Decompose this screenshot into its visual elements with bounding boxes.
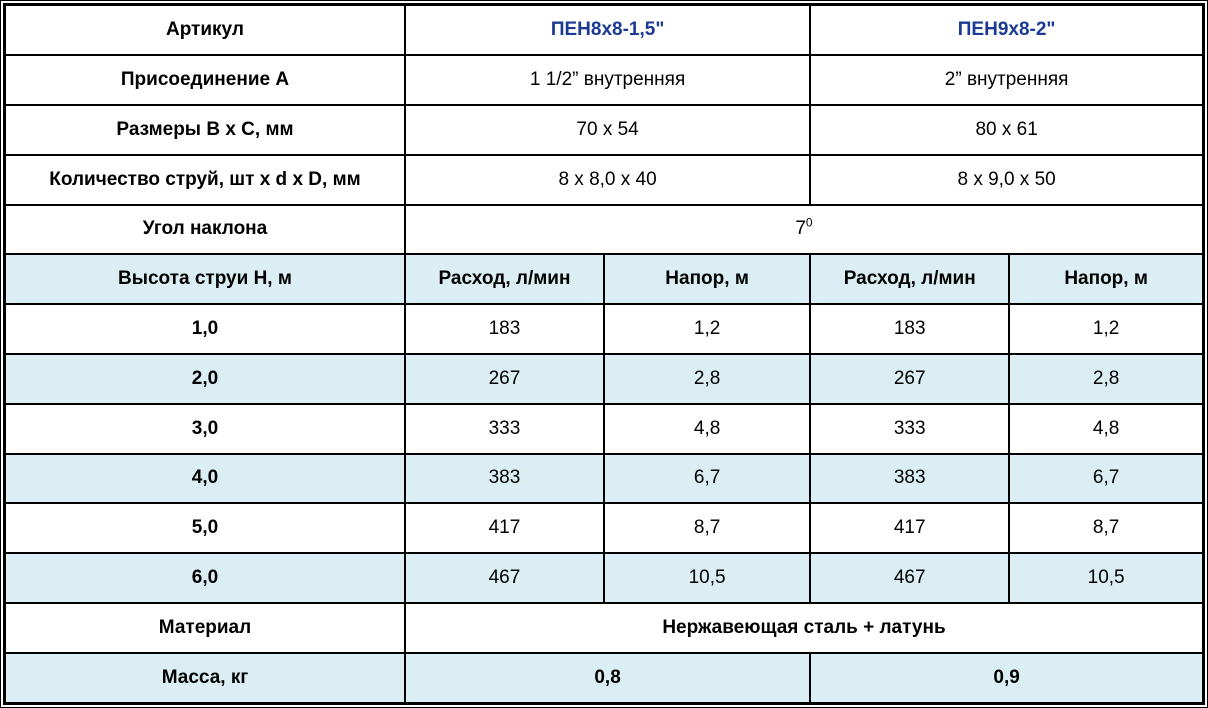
perf-header-flow-1: Расход, л/мин <box>405 254 604 304</box>
connection-label: Присоединение А <box>5 55 405 105</box>
pressure-cell: 4,8 <box>604 404 810 454</box>
row-dimensions <box>5 105 1204 155</box>
pressure-cell: 6,7 <box>1009 454 1203 504</box>
perf-header-pressure-1: Напор, м <box>604 254 810 304</box>
jets-label: Количество струй, шт x d x D, мм <box>5 155 405 205</box>
pressure-cell: 8,7 <box>1009 503 1203 553</box>
pressure-cell: 10,5 <box>1009 553 1203 603</box>
angle-number: 7 <box>795 218 806 240</box>
row-article <box>5 5 1204 56</box>
mass-value-2: 0,9 <box>810 653 1203 704</box>
flow-cell: 467 <box>810 553 1009 603</box>
flow-cell: 417 <box>405 503 604 553</box>
article-value-2: ПЕН9х8-2" <box>810 5 1203 56</box>
height-cell: 1,0 <box>5 304 405 354</box>
pressure-cell: 2,8 <box>1009 354 1203 404</box>
pressure-cell: 1,2 <box>604 304 810 354</box>
perf-row-2 <box>5 354 1204 404</box>
dimensions-label: Размеры B x C, мм <box>5 105 405 155</box>
perf-row-6 <box>5 553 1204 603</box>
height-cell: 2,0 <box>5 354 405 404</box>
perf-header-height: Высота струи H, м <box>5 254 405 304</box>
flow-cell: 183 <box>810 304 1009 354</box>
row-material <box>5 603 1204 653</box>
perf-header-flow-2: Расход, л/мин <box>810 254 1009 304</box>
height-cell: 5,0 <box>5 503 405 553</box>
flow-cell: 183 <box>405 304 604 354</box>
pressure-cell: 10,5 <box>604 553 810 603</box>
flow-cell: 267 <box>810 354 1009 404</box>
perf-row-4 <box>5 454 1204 504</box>
height-cell: 6,0 <box>5 553 405 603</box>
pressure-cell: 1,2 <box>1009 304 1203 354</box>
dimensions-value-1: 70 x 54 <box>405 105 810 155</box>
row-mass <box>5 653 1204 704</box>
row-jets <box>5 155 1204 205</box>
flow-cell: 383 <box>405 454 604 504</box>
material-label: Материал <box>5 603 405 653</box>
flow-cell: 383 <box>810 454 1009 504</box>
pressure-cell: 4,8 <box>1009 404 1203 454</box>
perf-row-5 <box>5 503 1204 553</box>
connection-value-1: 1 1/2” внутренняя <box>405 55 810 105</box>
jets-value-1: 8 x 8,0 x 40 <box>405 155 810 205</box>
height-cell: 4,0 <box>5 454 405 504</box>
height-cell: 3,0 <box>5 404 405 454</box>
dimensions-value-2: 80 x 61 <box>810 105 1203 155</box>
material-value: Нержавеющая сталь + латунь <box>405 603 1204 653</box>
angle-label: Угол наклона <box>5 205 405 255</box>
article-label: Артикул <box>5 5 405 56</box>
perf-header-pressure-2: Напор, м <box>1009 254 1203 304</box>
pressure-cell: 2,8 <box>604 354 810 404</box>
connection-value-2: 2” внутренняя <box>810 55 1203 105</box>
mass-value-1: 0,8 <box>405 653 810 704</box>
jets-value-2: 8 x 9,0 x 50 <box>810 155 1203 205</box>
angle-value <box>405 205 1204 255</box>
article-value-1: ПЕН8х8-1,5" <box>405 5 810 56</box>
pressure-cell: 6,7 <box>604 454 810 504</box>
row-connection <box>5 55 1204 105</box>
flow-cell: 417 <box>810 503 1009 553</box>
mass-label: Масса, кг <box>5 653 405 704</box>
perf-row-1 <box>5 304 1204 354</box>
product-spec-table <box>3 3 1205 705</box>
flow-cell: 333 <box>810 404 1009 454</box>
pressure-cell: 8,7 <box>604 503 810 553</box>
flow-cell: 267 <box>405 354 604 404</box>
row-angle <box>5 205 1204 255</box>
flow-cell: 333 <box>405 404 604 454</box>
angle-superscript: 0 <box>805 216 813 231</box>
perf-row-3 <box>5 404 1204 454</box>
row-perf-header <box>5 254 1204 304</box>
flow-cell: 467 <box>405 553 604 603</box>
